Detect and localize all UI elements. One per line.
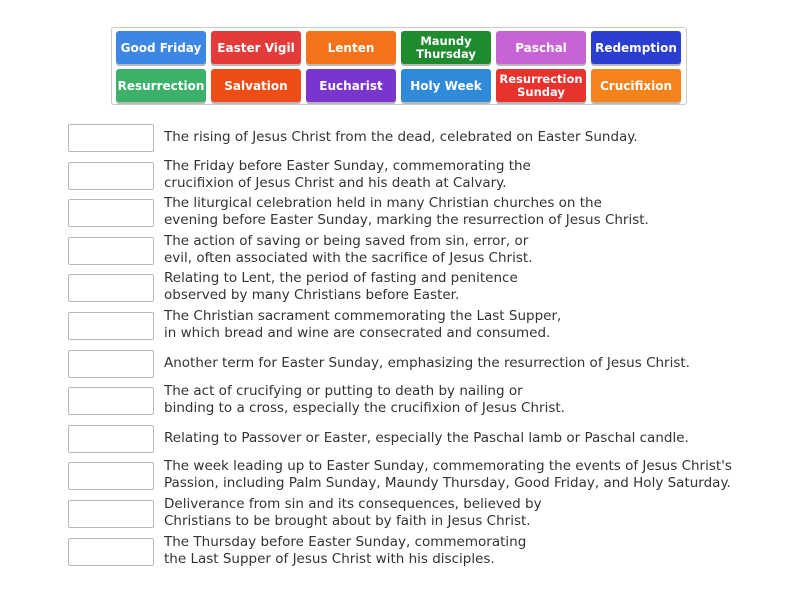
answer-drop-zone[interactable] <box>68 124 154 152</box>
word-tile-paschal[interactable]: Paschal <box>496 31 586 64</box>
clue-text: Another term for Easter Sunday, emphasizing the resurrection of Jesus Christ. <box>164 354 690 371</box>
clue-text: The rising of Jesus Christ from the dead, celebrated on Easter Sunday. <box>164 129 638 145</box>
clue-text: The Christian sacrament commemorating the Last Supper, in which bread and wine are consecrated and consumed. <box>164 308 562 341</box>
answer-drop-zone[interactable] <box>68 462 154 490</box>
word-tile-salvation[interactable]: Salvation <box>211 69 301 102</box>
clue-text: The Friday before Easter Sunday, commemorating the crucifixion of Jesus Christ and his death at Calvary. <box>164 157 531 191</box>
word-bank <box>111 27 687 105</box>
answer-drop-zone[interactable] <box>68 387 154 415</box>
word-tile-crucifixion[interactable]: Crucifixion <box>591 69 681 102</box>
answer-drop-zone[interactable] <box>68 162 154 190</box>
answer-drop-zone[interactable] <box>68 237 154 265</box>
clue-text: The Thursday before Easter Sunday, commemorating the Last Supper of Jesus Christ with his disciples. <box>164 533 527 567</box>
answer-drop-zone[interactable] <box>68 274 154 302</box>
clue-text: Relating to Passover or Easter, especially the Paschal lamb or Paschal candle. <box>164 429 689 446</box>
clue-text: The action of saving or being saved from sin, error, or evil, often associated with the sacrifice of Jesus Christ. <box>164 232 533 266</box>
word-tile-easter-vigil[interactable]: Easter Vigil <box>211 31 301 64</box>
answer-drop-zone[interactable] <box>68 425 154 453</box>
word-tile-maundy-thursday[interactable]: Maundy Thursday <box>401 31 491 64</box>
word-tile-eucharist[interactable]: Eucharist <box>306 69 396 102</box>
clue-text: The week leading up to Easter Sunday, commemorating the events of Jesus Christ's Passion, including Palm Sunday, Maundy Thursday, Good Friday, and Holy Saturday. <box>164 458 732 492</box>
word-tile-good-friday[interactable]: Good Friday <box>116 31 206 64</box>
answer-drop-zone[interactable] <box>68 199 154 227</box>
word-tile-redemption[interactable]: Redemption <box>591 31 681 64</box>
answer-drop-zone[interactable] <box>68 538 154 566</box>
clue-text: The liturgical celebration held in many Christian churches on the evening before Easter Sunday, marking the resurrection of Jesus Christ. <box>164 195 649 229</box>
word-tile-resurrection-sunday[interactable]: Resurrection Sunday <box>496 69 586 102</box>
clue-text: Relating to Lent, the period of fasting and penitence observed by many Christians before Easter. <box>164 270 518 304</box>
word-tile-resurrection[interactable]: Resurrection <box>116 69 206 102</box>
clue-text: Deliverance from sin and its consequences, believed by Christians to be brought about by faith in Jesus Christ. <box>164 496 542 529</box>
answer-drop-zone[interactable] <box>68 500 154 528</box>
clue-text: The act of crucifying or putting to death by nailing or binding to a cross, especially the crucifixion of Jesus Christ. <box>164 383 565 417</box>
word-tile-lenten[interactable]: Lenten <box>306 31 396 64</box>
answer-drop-zone[interactable] <box>68 350 154 378</box>
answer-drop-zone[interactable] <box>68 312 154 340</box>
word-tile-holy-week[interactable]: Holy Week <box>401 69 491 102</box>
